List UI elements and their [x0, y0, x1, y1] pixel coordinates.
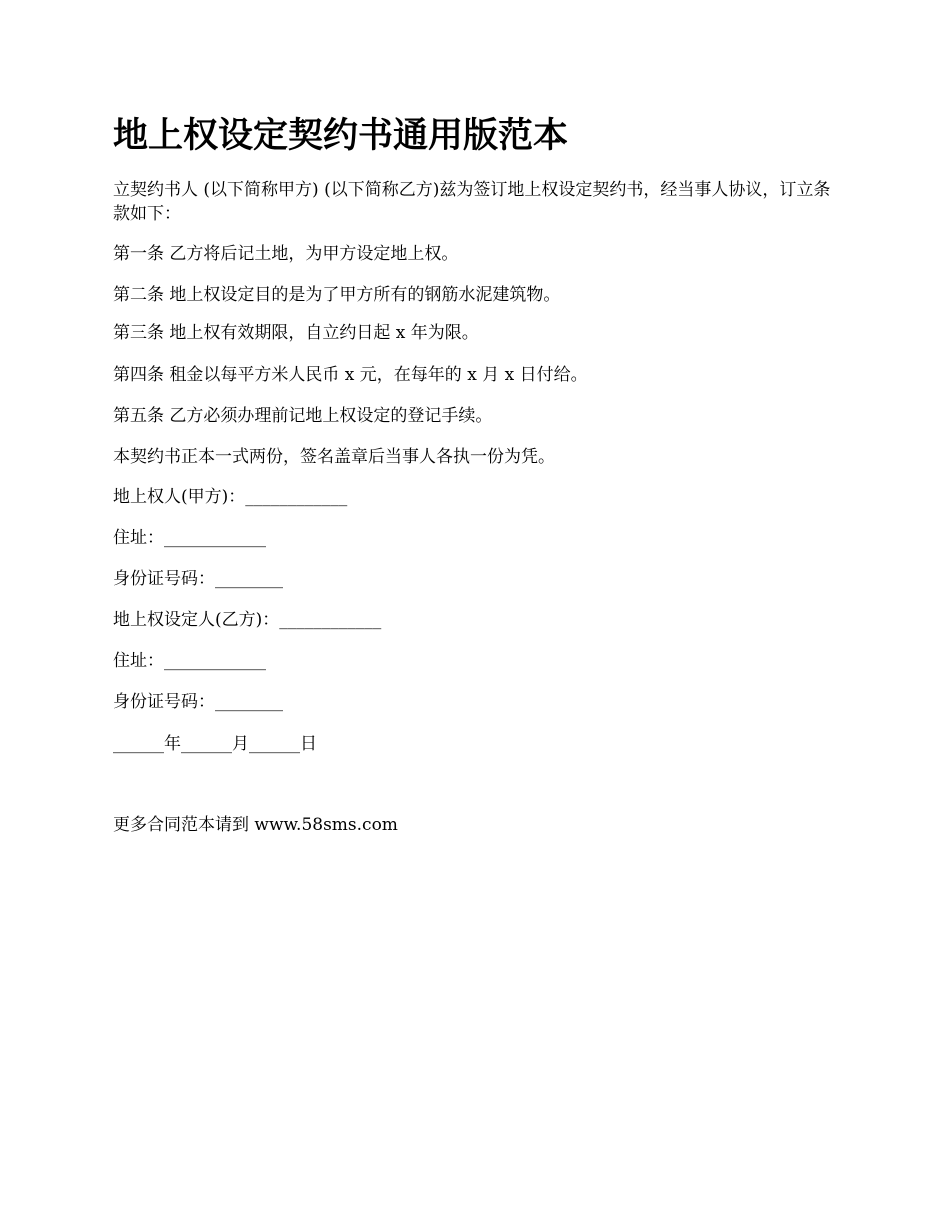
copies-note: 本契约书正本一式两份，签名盖章后当事人各执一份为凭。 — [113, 447, 555, 467]
party-a-name-line: 地上权人(甲方)：____________ — [113, 487, 348, 507]
article-1: 第一条 乙方将后记土地，为甲方设定地上权。 — [113, 244, 459, 264]
article-4: 第四条 租金以每平方米人民币 x 元，在每年的 x 月 x 日付给。 — [113, 365, 588, 385]
intro-paragraph: 立契约书人 (以下简称甲方) (以下简称乙方)兹为签订地上权设定契约书，经当事人协议，订立条款如下： — [113, 180, 831, 224]
footer-note: 更多合同范本请到 www.58sms.com — [113, 815, 398, 835]
party-a-address-line: 住址：____________ — [113, 528, 266, 548]
party-b-address-line: 住址：____________ — [113, 651, 266, 671]
document-title: 地上权设定契约书通用版范本 — [113, 116, 569, 156]
article-2: 第二条 地上权设定目的是为了甲方所有的钢筋水泥建筑物。 — [113, 285, 561, 305]
article-5: 第五条 乙方必须办理前记地上权设定的登记手续。 — [113, 406, 493, 426]
date-line: ______年______月______日 — [113, 734, 317, 754]
article-3: 第三条 地上权有效期限，自立约日起 x 年为限。 — [113, 323, 479, 343]
party-b-name-line: 地上权设定人(乙方)：____________ — [113, 610, 382, 630]
party-a-id-line: 身份证号码：________ — [113, 569, 283, 589]
party-b-id-line: 身份证号码：________ — [113, 692, 283, 712]
